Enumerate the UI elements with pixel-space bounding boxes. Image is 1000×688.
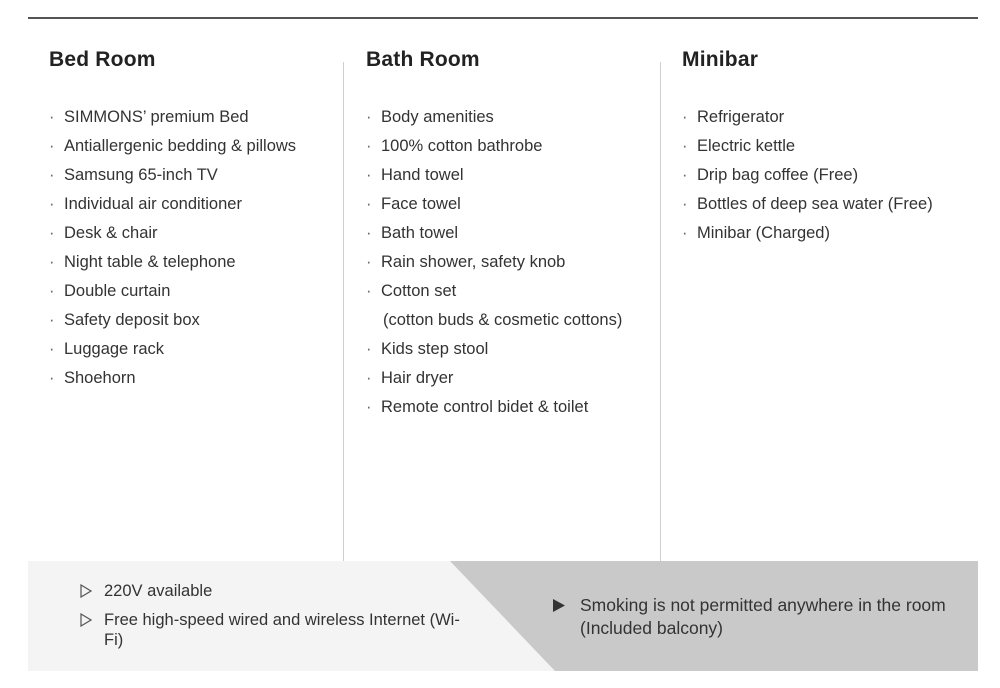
note-text: Free high-speed wired and wireless Internet (Wi-Fi) — [104, 611, 460, 649]
list-item: · Electric kettle — [682, 132, 933, 161]
list-item: · Bottles of deep sea water (Free) — [682, 190, 933, 219]
minibar-column — [682, 48, 933, 248]
list-item: · Minibar (Charged) — [682, 219, 933, 248]
smoking-notice — [553, 594, 978, 640]
list-item: · Safety deposit box — [49, 306, 296, 335]
triangle-outline-icon — [80, 613, 92, 627]
list-item: · Drip bag coffee (Free) — [682, 161, 933, 190]
list-item: · Double curtain — [49, 277, 296, 306]
list-item: · Hair dryer — [366, 364, 622, 393]
minibar-list — [682, 103, 933, 248]
facility-notes — [80, 581, 464, 659]
smoking-notice-text: Smoking is not permitted anywhere in the room (Included balcony) — [580, 595, 946, 638]
triangle-solid-icon — [553, 599, 565, 612]
info-panel — [28, 561, 978, 671]
list-item: · Desk & chair — [49, 219, 296, 248]
note-item — [80, 581, 464, 601]
list-item: · SIMMONS’ premium Bed — [49, 103, 296, 132]
list-item: · Face towel — [366, 190, 622, 219]
bedroom-column — [49, 48, 296, 393]
note-text: 220V available — [104, 582, 213, 600]
list-item: · Individual air conditioner — [49, 190, 296, 219]
bathroom-list — [366, 103, 622, 422]
list-item: · Remote control bidet & toilet — [366, 393, 622, 422]
bathroom-title: Bath Room — [366, 48, 480, 71]
note-item — [80, 610, 464, 650]
list-item: · Body amenities — [366, 103, 622, 132]
list-item: · Cotton set — [366, 277, 622, 306]
list-item: · Refrigerator — [682, 103, 933, 132]
list-item: · Bath towel — [366, 219, 622, 248]
minibar-title: Minibar — [682, 48, 759, 71]
list-item: · 100% cotton bathrobe — [366, 132, 622, 161]
list-item: · Shoehorn — [49, 364, 296, 393]
bedroom-list — [49, 103, 296, 393]
bedroom-title: Bed Room — [49, 48, 156, 71]
list-item: · Antiallergenic bedding & pillows — [49, 132, 296, 161]
list-item: · Hand towel — [366, 161, 622, 190]
top-divider — [28, 17, 978, 19]
list-item: · Luggage rack — [49, 335, 296, 364]
triangle-outline-icon — [80, 584, 92, 598]
column-divider — [343, 62, 344, 594]
bathroom-column — [366, 48, 622, 422]
list-item: · Rain shower, safety knob — [366, 248, 622, 277]
list-item: · Kids step stool — [366, 335, 622, 364]
list-item: · Night table & telephone — [49, 248, 296, 277]
list-item-continuation: (cotton buds & cosmetic cottons) — [383, 311, 623, 329]
list-item: · Samsung 65-inch TV — [49, 161, 296, 190]
column-divider — [660, 62, 661, 596]
